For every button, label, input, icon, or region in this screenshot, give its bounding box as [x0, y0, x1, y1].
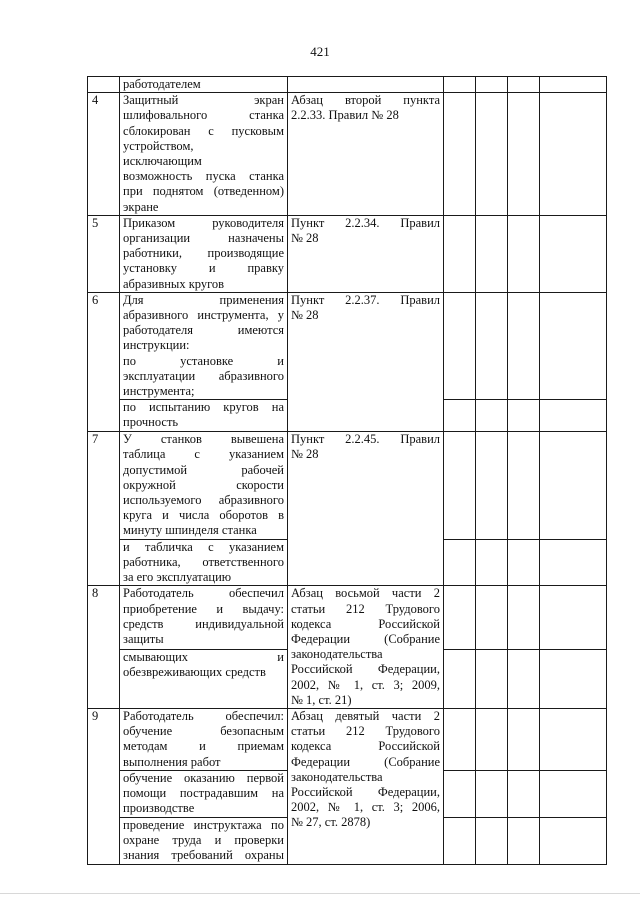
notes-cell	[540, 215, 607, 292]
requirement-cell	[120, 400, 288, 432]
requirement-cell	[120, 817, 288, 864]
requirement-line: сблокирован с пусковым	[123, 123, 284, 138]
requirement-line: окружной скорости	[123, 477, 284, 492]
requirement-line: экране	[123, 199, 159, 214]
table-row	[88, 77, 607, 93]
requirement-line: Работодатель обеспечил:	[123, 708, 284, 723]
number-cell: 8	[88, 586, 120, 709]
reference-line: Пункт 2.2.37. Правил	[291, 292, 440, 307]
requirement-line: шлифовального станка	[123, 108, 284, 123]
answer-no-cell	[476, 649, 508, 708]
number-cell	[88, 77, 120, 93]
reference-line: законодательства	[291, 769, 383, 784]
requirement-cell	[120, 77, 288, 93]
requirement-line: обучение оказанию первой	[123, 770, 284, 785]
reference-line: 2002, № 1, ст. 3; 2009,	[291, 677, 440, 692]
answer-yes-cell	[444, 400, 476, 432]
notes-cell	[540, 708, 607, 770]
reference-line: статьи 212 Трудового	[291, 601, 440, 616]
requirement-line: эксплуатации абразивного	[123, 368, 284, 383]
number-cell: 5	[88, 215, 120, 292]
reference-line: Федерации (Собрание	[291, 754, 440, 769]
reference-line: кодекса Российской	[291, 616, 440, 631]
requirement-text: работодателем	[123, 77, 201, 91]
requirement-cell	[120, 215, 288, 292]
requirement-line: инструмента;	[123, 384, 195, 399]
answer-yes-cell	[444, 708, 476, 770]
requirement-line: знания требований охраны	[123, 848, 284, 863]
reference-cell	[288, 93, 444, 216]
reference-cell	[288, 708, 444, 864]
answer-yes-cell	[444, 770, 476, 817]
answer-yes-cell	[444, 93, 476, 216]
requirement-line: допустимой рабочей	[123, 462, 284, 477]
answer-no-cell	[476, 539, 508, 586]
notes-cell	[540, 292, 607, 399]
requirement-line: смывающих и	[123, 649, 284, 664]
answer-yes-cell	[444, 817, 476, 864]
requirement-line: по испытанию кругов на	[123, 400, 284, 415]
answer-yes-cell	[444, 649, 476, 708]
reference-cell	[288, 432, 444, 586]
notes-cell	[540, 770, 607, 817]
requirement-line: методам и приемам	[123, 739, 284, 754]
requirement-line: инструкции:	[123, 338, 190, 353]
reference-line: № 28	[291, 447, 319, 462]
answer-na-cell	[508, 432, 540, 539]
answer-na-cell	[508, 770, 540, 817]
requirement-line: работника, ответственного	[123, 554, 284, 569]
reference-cell	[288, 586, 444, 709]
answer-no-cell	[476, 292, 508, 399]
answer-na-cell	[508, 400, 540, 432]
notes-cell	[540, 817, 607, 864]
requirement-line: производстве	[123, 801, 195, 816]
page-bottom-rule	[0, 893, 640, 894]
requirement-cell	[120, 649, 288, 708]
requirement-line: минуту шпинделя станка	[123, 523, 257, 538]
answer-na-cell	[508, 708, 540, 770]
requirement-cell	[120, 93, 288, 216]
requirement-cell	[120, 292, 288, 399]
answer-yes-cell	[444, 292, 476, 399]
requirement-line: прочность	[123, 415, 179, 430]
requirement-line: за его эксплуатацию	[123, 570, 232, 585]
requirement-line: устройством,	[123, 138, 194, 153]
answer-no-cell	[476, 77, 508, 93]
requirement-line: обезвреживающих средств	[123, 664, 266, 679]
number-cell: 4	[88, 93, 120, 216]
reference-line: кодекса Российской	[291, 739, 440, 754]
requirement-line: работодателя имеются	[123, 323, 284, 338]
reference-line: Федерации (Собрание	[291, 631, 440, 646]
requirement-line: приобретение и выдачу:	[123, 601, 284, 616]
answer-na-cell	[508, 817, 540, 864]
requirement-line: охране труда и проверки	[123, 833, 284, 848]
number-cell: 6	[88, 292, 120, 431]
notes-cell	[540, 93, 607, 216]
table-row	[88, 708, 607, 770]
answer-no-cell	[476, 432, 508, 539]
answer-na-cell	[508, 93, 540, 216]
answer-na-cell	[508, 77, 540, 93]
reference-cell	[288, 292, 444, 431]
requirement-cell	[120, 708, 288, 770]
answer-yes-cell	[444, 432, 476, 539]
requirement-line: установку и правку	[123, 261, 284, 276]
reference-line: статьи 212 Трудового	[291, 724, 440, 739]
requirement-cell	[120, 539, 288, 586]
table-row	[88, 215, 607, 292]
requirement-line: выполнения работ	[123, 754, 221, 769]
answer-na-cell	[508, 215, 540, 292]
reference-line: № 28	[291, 231, 319, 246]
reference-cell	[288, 77, 444, 93]
requirement-line: обучение безопасным	[123, 724, 284, 739]
requirement-line: возможность пуска станка	[123, 169, 284, 184]
table-row	[88, 586, 607, 649]
requirement-line: исключающим	[123, 154, 202, 169]
requirement-line: Защитный экран	[123, 93, 284, 108]
requirement-line: таблица с указанием	[123, 447, 284, 462]
requirement-line: абразивных кругов	[123, 276, 225, 291]
answer-na-cell	[508, 539, 540, 586]
number-cell: 7	[88, 432, 120, 586]
reference-line: 2002, № 1, ст. 3; 2006,	[291, 800, 440, 815]
reference-line: законодательства	[291, 647, 383, 662]
answer-no-cell	[476, 708, 508, 770]
reference-line: Российской Федерации,	[291, 784, 440, 799]
page-number: 421	[310, 44, 330, 59]
answer-na-cell	[508, 586, 540, 649]
answer-yes-cell	[444, 77, 476, 93]
answer-no-cell	[476, 400, 508, 432]
requirement-line: при поднятом (отведенном)	[123, 184, 284, 199]
requirement-line: работники, производящие	[123, 246, 284, 261]
answer-yes-cell	[444, 586, 476, 649]
requirement-line: помощи пострадавшим на	[123, 786, 284, 801]
requirement-line: Работодатель обеспечил	[123, 586, 284, 601]
answer-yes-cell	[444, 539, 476, 586]
reference-line: Российской Федерации,	[291, 662, 440, 677]
answer-no-cell	[476, 93, 508, 216]
reference-line: № 1, ст. 21)	[291, 692, 352, 707]
reference-line: Пункт 2.2.34. Правил	[291, 215, 440, 230]
requirement-line: по установке и	[123, 353, 284, 368]
requirements-table	[87, 76, 607, 865]
table-row	[88, 93, 607, 216]
requirement-line: У станков вывешена	[123, 432, 284, 447]
answer-no-cell	[476, 586, 508, 649]
requirement-line: Приказом руководителя	[123, 215, 284, 230]
requirement-line: и табличка с указанием	[123, 539, 284, 554]
reference-line: Абзац девятый части 2	[291, 708, 440, 723]
reference-line: Пункт 2.2.45. Правил	[291, 432, 440, 447]
requirement-line: круга и числа оборотов в	[123, 508, 284, 523]
answer-yes-cell	[444, 215, 476, 292]
answer-no-cell	[476, 817, 508, 864]
requirement-line: средств индивидуальной	[123, 616, 284, 631]
notes-cell	[540, 539, 607, 586]
requirement-line: проведение инструктажа по	[123, 817, 284, 832]
notes-cell	[540, 77, 607, 93]
reference-cell	[288, 215, 444, 292]
requirement-cell	[120, 586, 288, 649]
requirement-line: организации назначены	[123, 231, 284, 246]
table-row	[88, 292, 607, 399]
requirement-line: защиты	[123, 631, 164, 646]
reference-line: № 27, ст. 2878)	[291, 815, 371, 830]
notes-cell	[540, 400, 607, 432]
reference-line: № 28	[291, 308, 319, 323]
answer-na-cell	[508, 292, 540, 399]
answer-na-cell	[508, 649, 540, 708]
requirement-cell	[120, 770, 288, 817]
requirement-line: абразивного инструмента, у	[123, 308, 284, 323]
reference-line: 2.2.33. Правил № 28	[291, 108, 399, 123]
answer-no-cell	[476, 215, 508, 292]
requirement-line: Для применения	[123, 292, 284, 307]
answer-no-cell	[476, 770, 508, 817]
number-cell: 9	[88, 708, 120, 864]
notes-cell	[540, 649, 607, 708]
notes-cell	[540, 432, 607, 539]
reference-line: Абзац второй пункта	[291, 93, 440, 108]
reference-line: Абзац восьмой части 2	[291, 586, 440, 601]
requirement-line: используемого абразивного	[123, 493, 284, 508]
table-row	[88, 432, 607, 539]
notes-cell	[540, 586, 607, 649]
requirement-cell	[120, 432, 288, 539]
